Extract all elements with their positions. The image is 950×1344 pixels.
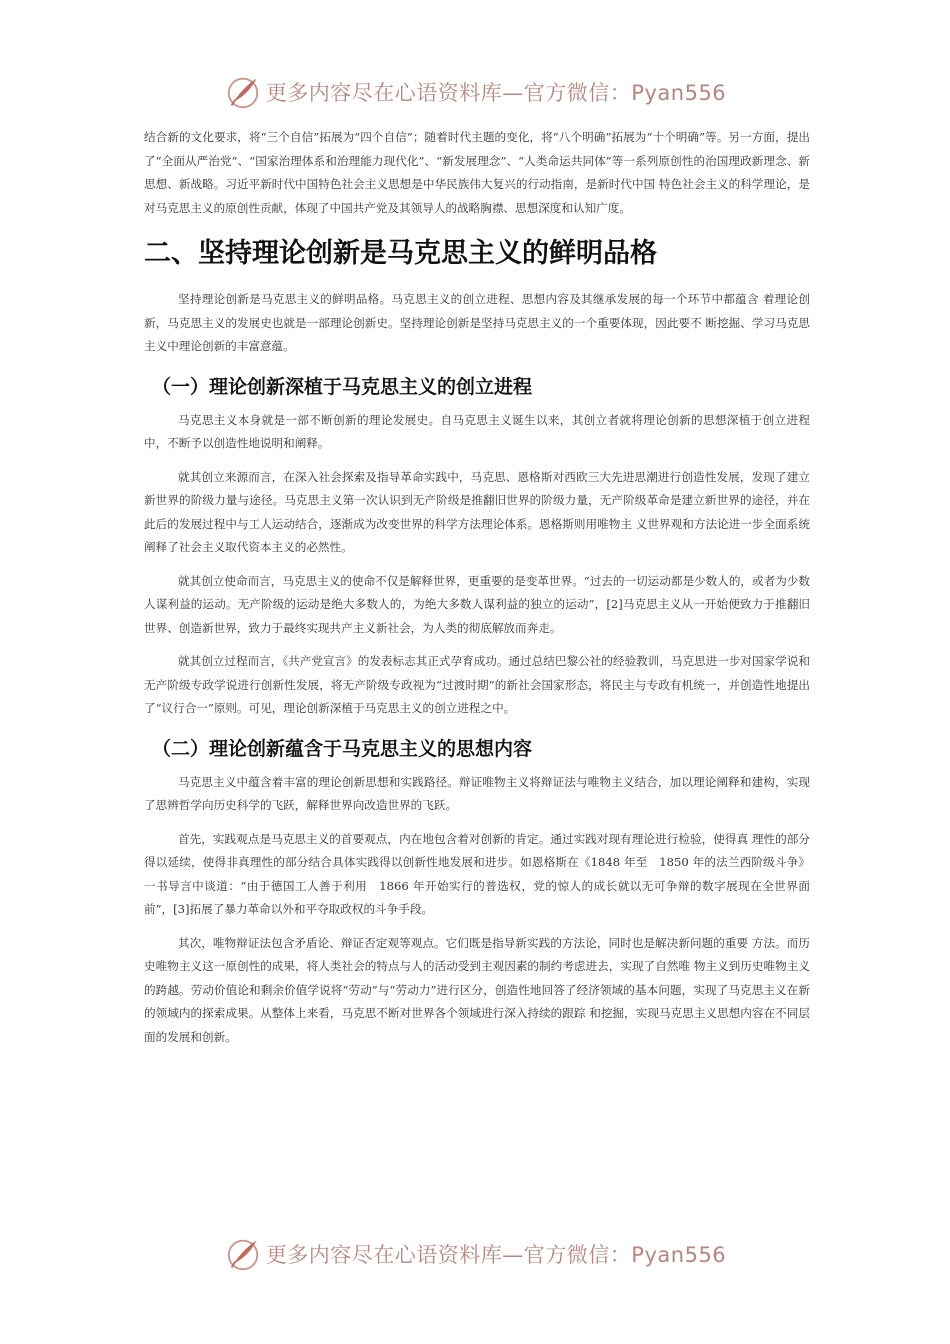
paragraph: 马克思主义中蕴含着丰富的理论创新思想和实践路径。辩证唯物主义将辩证法与唯物主义结合，加以理论阐释和建构，实现了思辨哲学向历史科学的飞跃，解释世界向改造世界的飞跃。 <box>144 774 810 812</box>
document-body <box>144 126 810 1059</box>
section-heading: 二、坚持理论创新是马克思主义的鲜明品格 <box>144 238 657 269</box>
section-intro-paragraph: 坚持理论创新是马克思主义的鲜明品格。马克思主义的创立进程、思想内容及其继承发展的每一个环节中都蕴含 着理论创新，马克思主义的发展史也就是一部理论创新史。坚持理论创新是坚持马克思主义的一个重要体现，因此要不 断挖掘、学习马克思主义中理论创新的丰富意蕴。 <box>144 292 810 353</box>
paragraph: 其次，唯物辩证法包含矛盾论、辩证否定观等观点。它们既是指导新实践的方法论，同时也是解决新问题的重要 方法。而历史唯物主义这一原创性的成果，将人类社会的特点与人的活动受到主观因素的制约考虑进去，实现了自然唯 物主义到历史唯物主义的跨越。劳动价值论和剩余价值学说将“劳动”与“劳动力”进行区分，创造性地回答了经济领域的基本问题，实现了马克思主义在新的领域内的探索成果。从整体上来看，马克思不断对世界各个领域进行深入持续的跟踪 和挖掘，实现马克思主义思想内容在不同层面的发展和创新。 <box>144 935 810 1044</box>
paragraph: 首先，实践观点是马克思主义的首要观点，内在地包含着对创新的肯定。通过实践对现有理论进行检验，使得真 理性的部分得以延续，使得非真理性的部分结合具体实践得以创新性地发展和进步。如恩格斯在《1848 年至 1850 年的法兰西阶级斗争》一书导言中谈道：“由于德国工人善于利用 1866 年开始实行的普选权，党的惊人的成长就以无可争辩的数字展现在全世界面前”，[3]拓展了暴力革命以外和平夺取政权的斗争手段。 <box>144 831 810 916</box>
paragraph: 就其创立使命而言，马克思主义的使命不仅是解释世界，更重要的是变革世界。“过去的一切运动都是少数人的，或者为少数人谋利益的运动。无产阶级的运动是绝大多数人的，为绝大多数人谋利益的独立的运动”，[2]马克思主义从一开始便致力于推翻旧世界、创造新世界，致力于最终实现共产主义新社会，为人类的彻底解放而奔走。 <box>144 573 810 635</box>
intro-paragraph: 结合新的文化要求，将“三个自信”拓展为“四个自信”；随着时代主题的变化，将“八个明确”拓展为“十个明确”等。另一方面，提出了“全面从严治党”、“国家治理体系和治理能力现代化”、“新发展理念”、“人类命运共同体”等一系列原创性的治国理政新理念、新思想、新战略。习近平新时代中国特色社会主义思想是中华民族伟大复兴的行动指南，是新时代中国 特色社会主义的科学理论，是对马克思主义的原创性贡献，体现了中国共产党及其领导人的战略胸襟、思想深度和认知广度。 <box>144 130 810 215</box>
paragraph: 就其创立过程而言，《共产党宣言》的发表标志其正式孕育成功。通过总结巴黎公社的经验教训，马克思进一步对国家学说和无产阶级专政学说进行创新性发展，将无产阶级专政视为“过渡时期”的新社会国家形态，将民主与专政有机统一，并创造性地提出了“议行合一”原则。可见，理论创新深植于马克思主义的创立进程之中。 <box>144 654 810 715</box>
subsection-heading-1: （一）理论创新深植于马克思主义的创立进程 <box>152 375 533 398</box>
quill-logo-icon <box>224 73 262 111</box>
paragraph: 就其创立来源而言，在深入社会探索及指导革命实践中，马克思、恩格斯对西欧三大先进思潮进行创造性发展，发现了建立新世界的阶级力量与途径。马克思主义第一次认识到无产阶级是推翻旧世界的阶级力量，无产阶级革命是建立新世界的途径，并在此后的发展过程中与工人运动结合，逐渐成为改变世界的科学方法理论体系。恩格斯则用唯物主 义世界观和方法论进一步全面系统阐释了社会主义取代资本主义的必然性。 <box>144 469 810 554</box>
header-banner-text: 更多内容尽在心语资料库—官方微信：Pyan556 <box>265 81 727 105</box>
header-banner <box>0 70 950 114</box>
subsection-heading-2: （二）理论创新蕴含于马克思主义的思想内容 <box>152 737 533 760</box>
footer-banner <box>0 1232 950 1276</box>
paragraph: 马克思主义本身就是一部不断创新的理论发展史。自马克思主义诞生以来，其创立者就将理论创新的思想深植于创立进程中，不断予以创造性地说明和阐释。 <box>144 412 810 450</box>
footer-banner-text: 更多内容尽在心语资料库—官方微信：Pyan556 <box>265 1243 727 1267</box>
quill-logo-icon <box>224 1235 262 1273</box>
